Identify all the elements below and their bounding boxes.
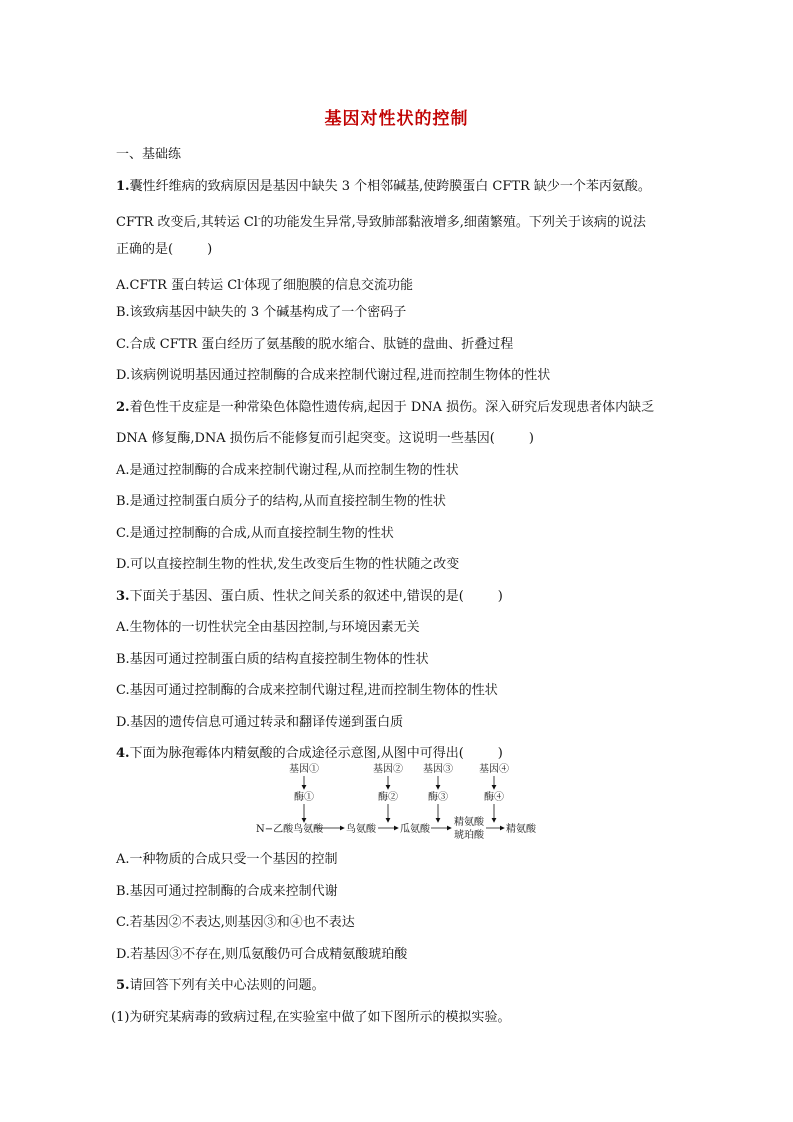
gene-2-label: 基因② <box>373 764 403 775</box>
gene-3-label: 基因③ <box>423 764 453 775</box>
substance-argininosuccinate-line1: 精氨酸 <box>454 817 484 828</box>
q5-stem <box>116 977 325 995</box>
q1-stem-line2 <box>116 210 646 232</box>
q4-option-a: A.一种物质的合成只受一个基因的控制 <box>116 852 338 867</box>
q4-option-d: D.若基因③不存在,则瓜氨酸仍可合成精氨酸琥珀酸 <box>116 947 408 962</box>
q3-option-a: A.生物体的一切性状完全由基因控制,与环境因素无关 <box>116 620 420 635</box>
gene-1-label: 基因① <box>289 764 319 775</box>
q3-option-c: C.基因可通过控制酶的合成来控制代谢过程,进而控制生物体的性状 <box>116 683 498 698</box>
q3-number: 3. <box>116 589 130 604</box>
gene-4-label: 基因④ <box>479 764 509 775</box>
q4-stem-close: ) <box>497 746 503 761</box>
q3-stem-text: 下面关于基因、蛋白质、性状之间关系的叙述中,错误的是( <box>129 589 464 604</box>
q2-option-c: C.是通过控制酶的合成,从而直接控制生物的性状 <box>116 526 394 541</box>
q5-stem-text: 请回答下列有关中心法则的问题。 <box>129 978 325 993</box>
substance-n-acetylornithine: N−乙酸鸟氨酸 <box>256 824 324 835</box>
q2-stem-text2: DNA 修复酶,DNA 损伤后不能修复而引起突变。这说明一些基因( <box>116 431 495 446</box>
q2-stem-line1 <box>116 399 654 417</box>
substance-arginine: 精氨酸 <box>506 824 536 835</box>
q1-option-a-text1: A.CFTR 蛋白转运 Cl <box>116 278 242 293</box>
q1-number: 1. <box>116 179 130 194</box>
substance-argininosuccinate-line2: 琥珀酸 <box>454 830 484 841</box>
q2-stem-close: ) <box>528 431 534 446</box>
q1-option-c: C.合成 CFTR 蛋白经历了氨基酸的脱水缩合、肽链的盘曲、折叠过程 <box>116 337 514 352</box>
q1-stem-text1: 囊性纤维病的致病原因是基因中缺失 3 个相邻碱基,使跨膜蛋白 CFTR 缺少一个苯丙氨酸。 <box>129 179 651 194</box>
q1-option-a-superscript: - <box>241 277 245 286</box>
q1-stem-text2a: CFTR 改变后,其转运 Cl <box>116 215 258 230</box>
q4-option-b: B.基因可通过控制酶的合成来控制代谢 <box>116 884 338 899</box>
q1-stem-superscript: - <box>257 214 261 223</box>
enzyme-3-label: 酶③ <box>428 792 448 803</box>
enzyme-2-label: 酶② <box>378 792 398 803</box>
substance-citrulline: 瓜氨酸 <box>400 824 430 835</box>
q1-stem-line3 <box>116 241 212 259</box>
q2-stem-line2 <box>116 430 534 448</box>
q1-option-a <box>116 273 413 295</box>
section-heading: 一、基础练 <box>116 147 182 162</box>
arginine-pathway-diagram <box>256 760 556 842</box>
q1-stem-text2b: 的功能发生异常,导致肺部黏液增多,细菌繁殖。下列关于该病的说法 <box>260 215 646 230</box>
q1-stem-text3: 正确的是( <box>116 242 174 257</box>
q2-number: 2. <box>116 400 130 415</box>
q1-option-d: D.该病例说明基因通过控制酶的合成来控制代谢过程,进而控制生物体的性状 <box>116 368 551 383</box>
q1-stem-close: ) <box>207 242 213 257</box>
q3-option-d: D.基因的遗传信息可通过转录和翻译传递到蛋白质 <box>116 715 404 730</box>
q3-stem <box>116 588 503 606</box>
q2-option-b: B.是通过控制蛋白质分子的结构,从而直接控制生物的性状 <box>116 494 446 509</box>
q5-number: 5. <box>116 978 130 993</box>
q1-option-a-text2: 体现了细胞膜的信息交流功能 <box>244 278 414 293</box>
enzyme-4-label: 酶④ <box>484 792 504 803</box>
q2-option-a: A.是通过控制酶的合成来控制代谢过程,从而控制生物的性状 <box>116 463 459 478</box>
q3-stem-close: ) <box>497 589 503 604</box>
enzyme-1-label: 酶① <box>294 792 314 803</box>
page-title: 基因对性状的控制 <box>324 109 469 129</box>
q2-stem-text1: 着色性干皮症是一种常染色体隐性遗传病,起因于 DNA 损伤。深入研究后发现患者体内缺乏 <box>129 400 655 415</box>
q4-option-c: C.若基因②不表达,则基因③和④也不表达 <box>116 915 355 930</box>
q4-number: 4. <box>116 746 130 761</box>
q3-option-b: B.基因可通过控制蛋白质的结构直接控制生物体的性状 <box>116 652 429 667</box>
q4-stem-text: 下面为脉孢霉体内精氨酸的合成途径示意图,从图中可得出( <box>129 746 464 761</box>
q1-stem-line1 <box>116 178 651 196</box>
substance-ornithine: 鸟氨酸 <box>346 824 376 835</box>
q1-option-b: B.该致病基因中缺失的 3 个碱基构成了一个密码子 <box>116 305 407 320</box>
q5-sub1: (1)为研究某病毒的致病过程,在实验室中做了如下图所示的模拟实验。 <box>111 1010 511 1025</box>
q2-option-d: D.可以直接控制生物的性状,发生改变后生物的性状随之改变 <box>116 557 460 572</box>
